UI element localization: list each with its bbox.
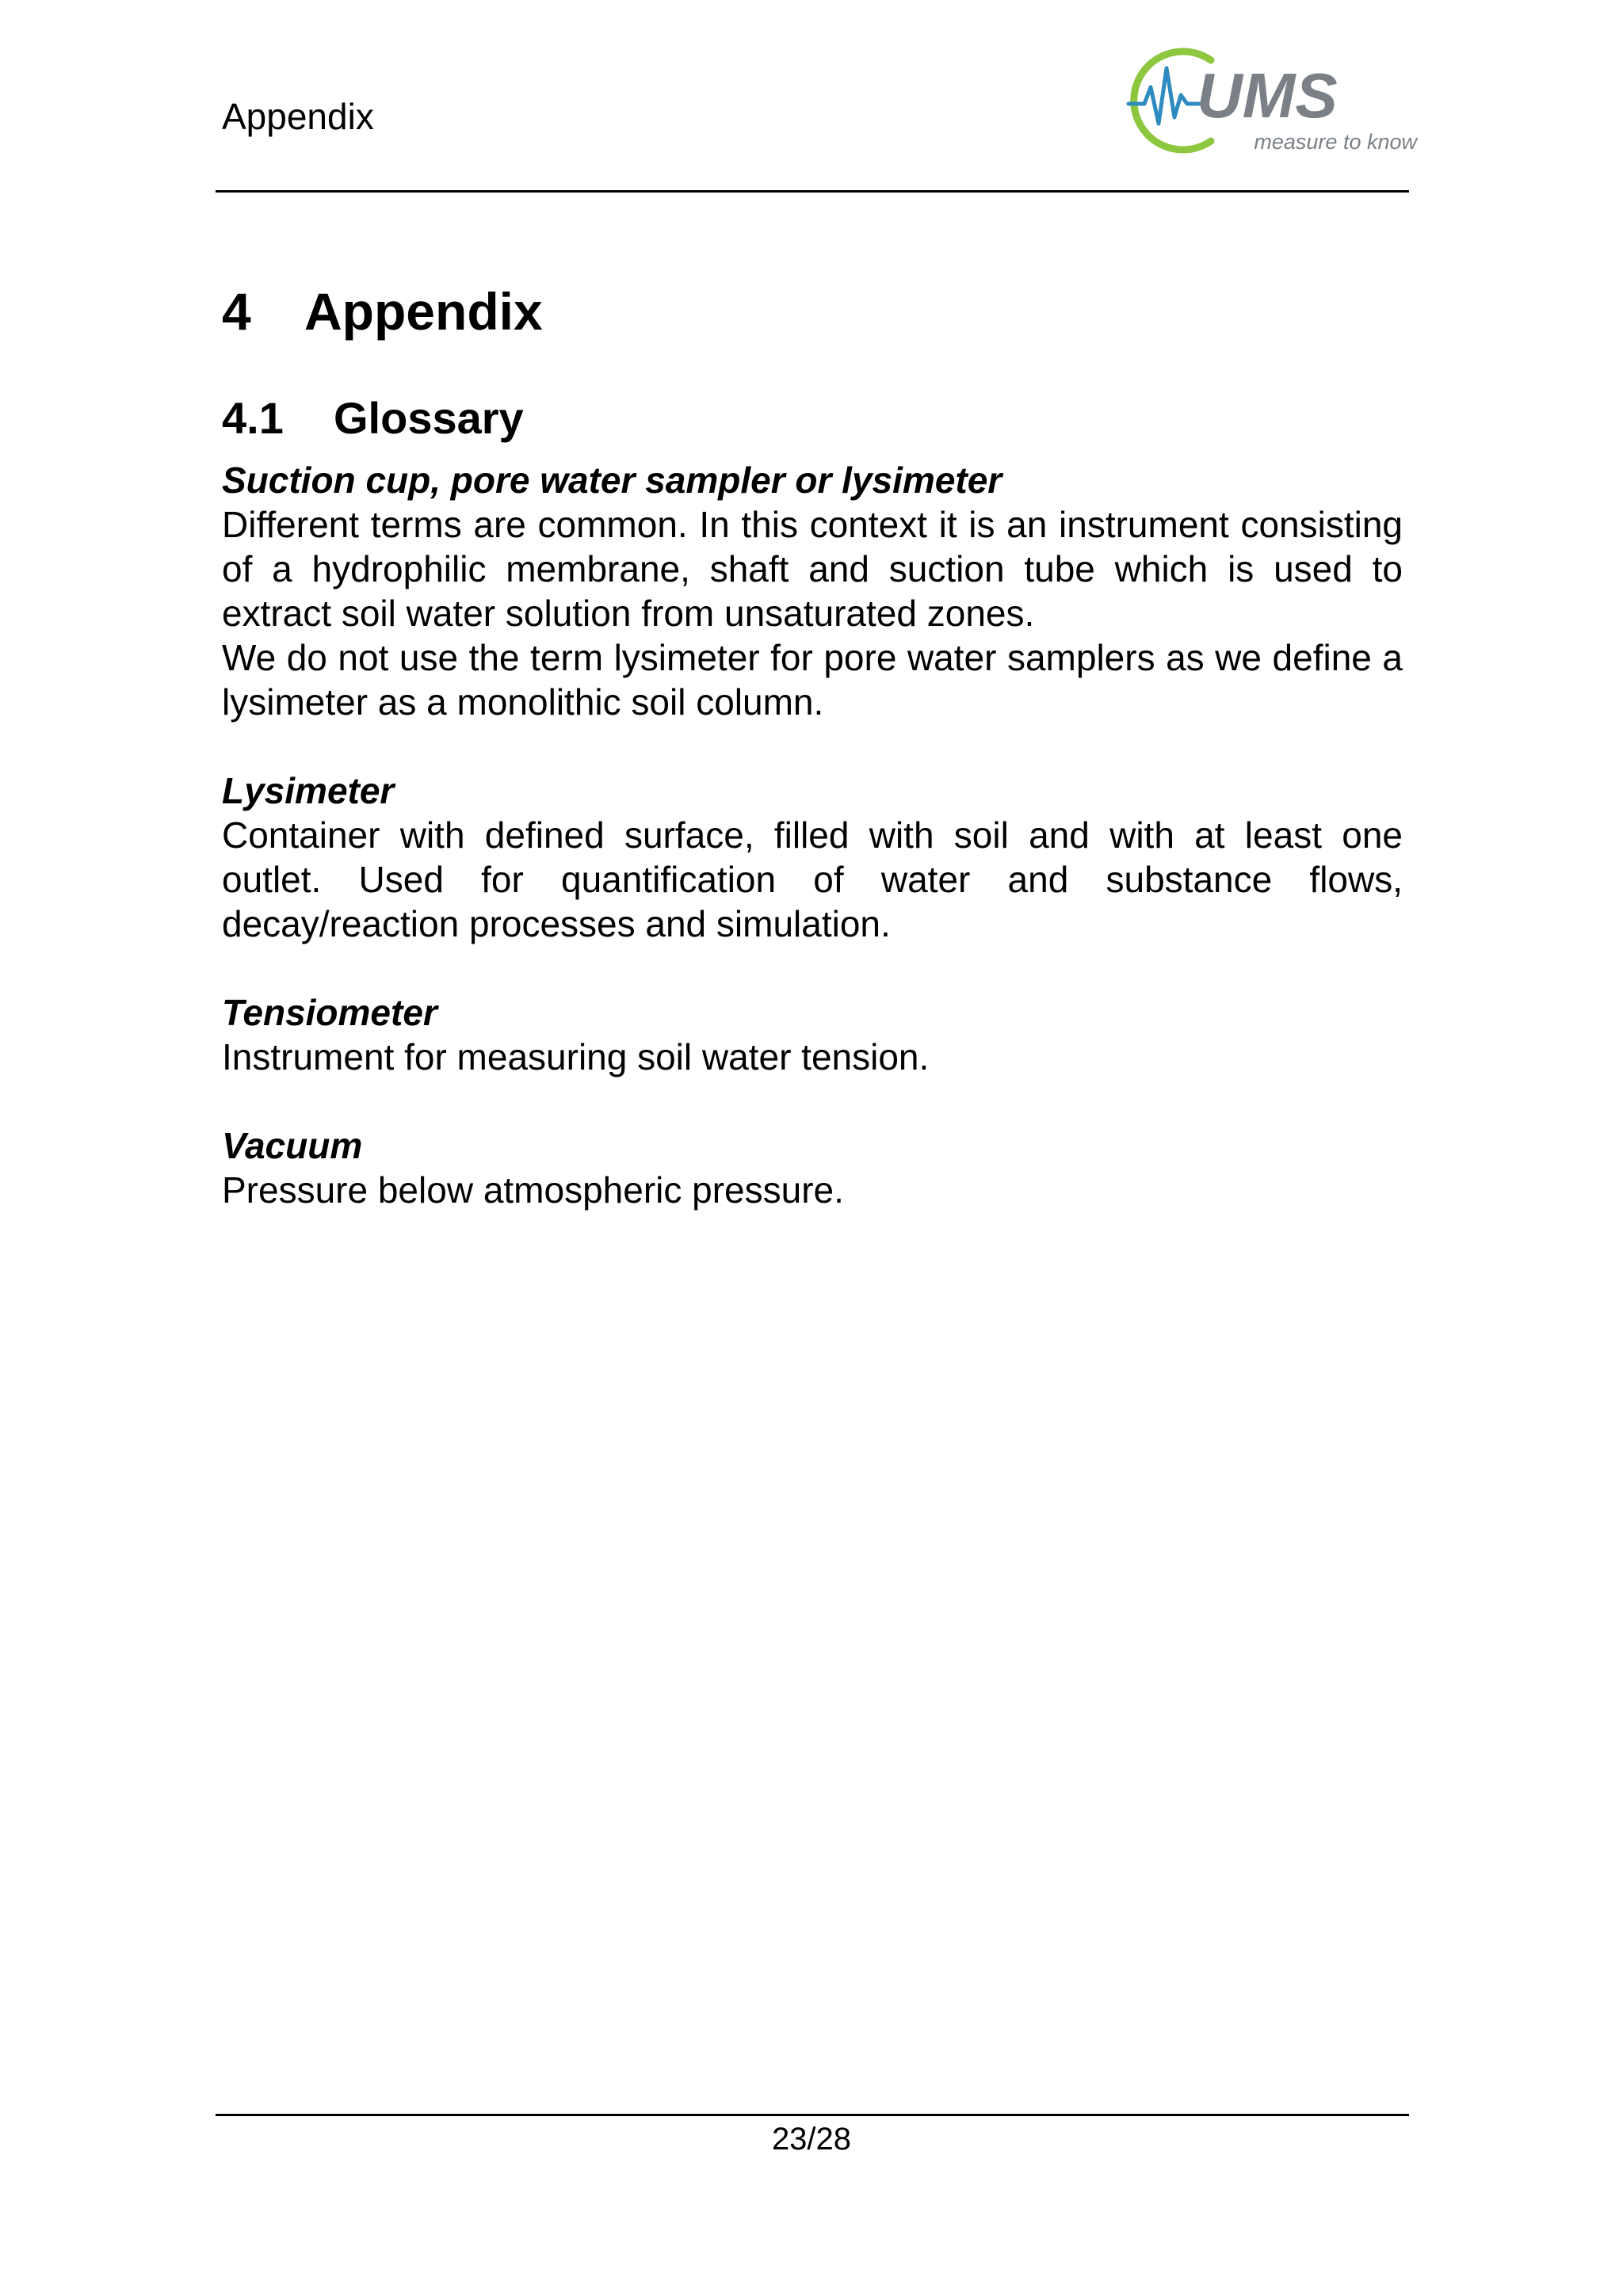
definition-paragraph: We do not use the term lysimeter for pore water samplers as we define a lysimeter as a monolithic soil column. <box>222 637 1403 723</box>
section-number: 4.1 <box>222 393 284 443</box>
definition-paragraph: Different terms are common. In this context it is an instrument consisting of a hydrophilic membrane, shaft and suction tube which is used to extract soil water solution from unsaturated zones. <box>222 504 1403 634</box>
section-title: Glossary <box>334 393 524 443</box>
section-heading <box>222 393 524 443</box>
glossary-term: Tensiometer <box>222 992 437 1033</box>
glossary-entry <box>222 458 1403 724</box>
glossary-definition <box>222 813 1403 946</box>
glossary-definition <box>222 502 1403 724</box>
logo-tagline: measure to know <box>1254 130 1417 154</box>
glossary-term: Vacuum <box>222 1125 363 1166</box>
header-rule <box>216 190 1409 193</box>
glossary-term: Lysimeter <box>222 770 395 811</box>
chapter-title: Appendix <box>304 282 543 341</box>
glossary-term: Suction cup, pore water sampler or lysimeter <box>222 460 1002 501</box>
definition-paragraph: Container with defined surface, filled with soil and with at least one outlet. Used for quantification of water and substance flows, decay/reaction processes and simulation. <box>222 814 1403 944</box>
glossary-definition <box>222 1035 1403 1079</box>
definition-paragraph: Instrument for measuring soil water tension. <box>222 1036 930 1077</box>
ums-logo <box>1117 41 1419 160</box>
page-number: 23/28 <box>771 2122 852 2157</box>
definition-paragraph: Pressure below atmospheric pressure. <box>222 1169 844 1211</box>
glossary-entry <box>222 990 1403 1079</box>
glossary-definition <box>222 1168 1403 1212</box>
glossary-entry <box>222 769 1403 946</box>
glossary-entry <box>222 1123 1403 1212</box>
chapter-number: 4 <box>222 282 251 341</box>
chapter-heading <box>222 282 543 341</box>
footer-rule <box>216 2114 1409 2116</box>
logo-wordmark: UMS <box>1197 60 1338 131</box>
glossary-list <box>222 458 1403 1257</box>
running-header-title: Appendix <box>222 96 374 137</box>
